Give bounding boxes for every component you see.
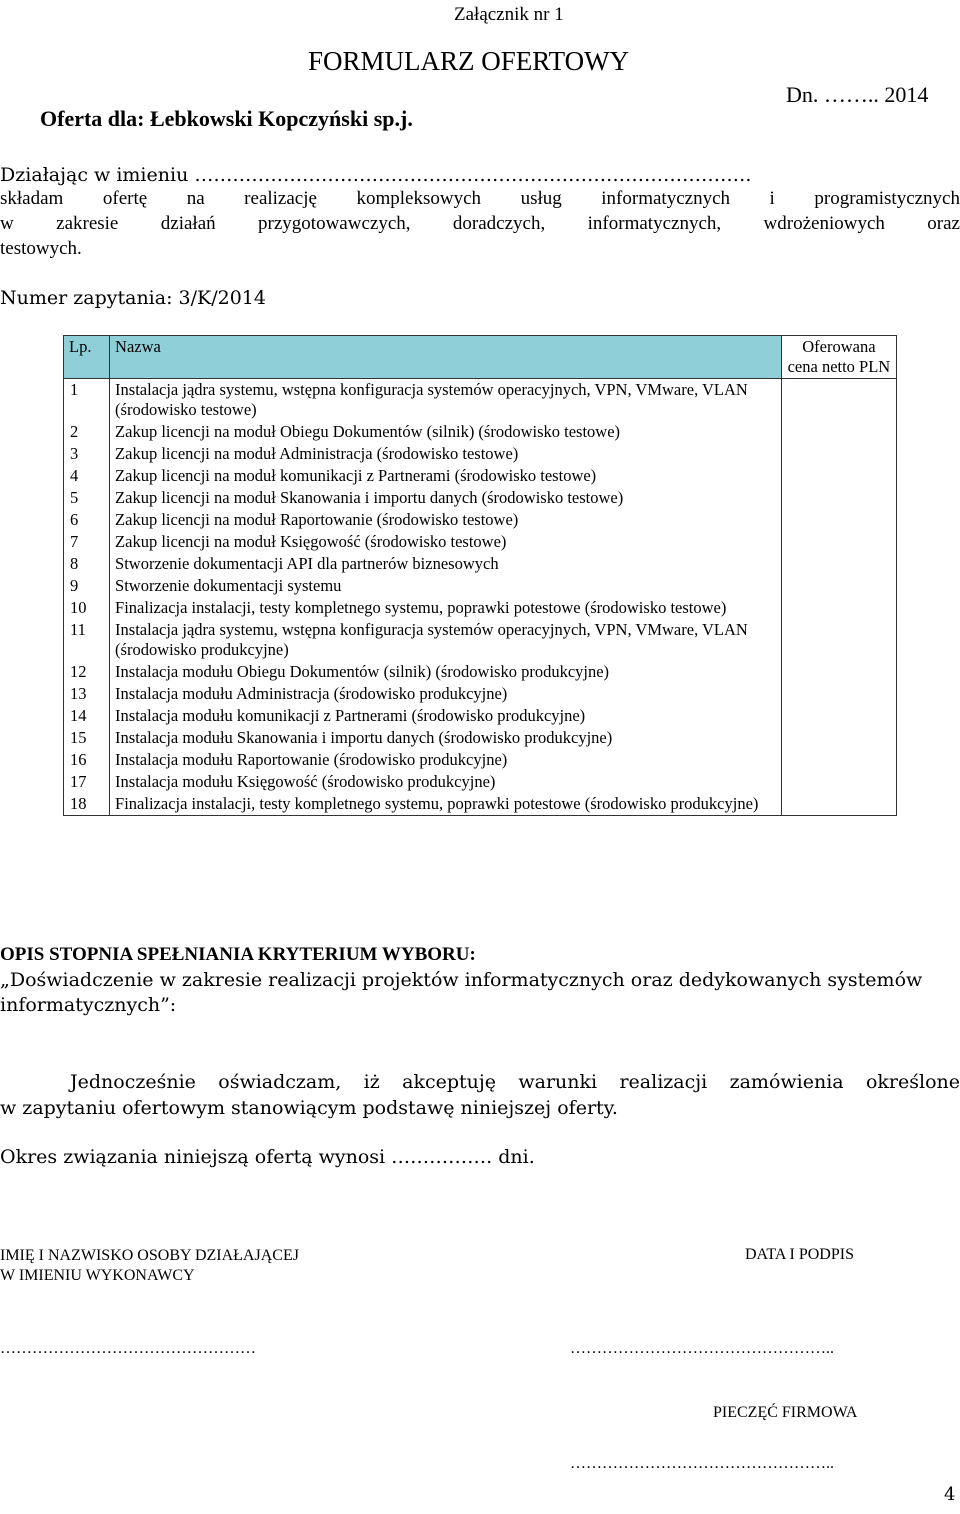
criteria-title: OPIS STOPNIA SPEŁNIANIA KRYTERIUM WYBORU:	[0, 944, 476, 965]
signature-dotted-line: …………………………………………..	[570, 1340, 834, 1357]
offer-table	[63, 335, 897, 816]
row-name: Zakup licencji na moduł komunikacji z Partnerami (środowisko testowe)	[110, 465, 782, 487]
date-line: Dn. …….. 2014	[786, 82, 929, 107]
row-name: Instalacja jądra systemu, wstępna konfiguracja systemów operacyjnych, VPN, VMware, VLAN (środowisko produkcyjne)	[110, 619, 782, 661]
header-lp: Lp.	[64, 336, 110, 379]
row-name: Zakup licencji na moduł Obiegu Dokumentów (silnik) (środowisko testowe)	[110, 421, 782, 443]
header-price: Oferowana cena netto PLN	[781, 336, 896, 379]
table-row	[64, 509, 897, 531]
acceptance-line-1: Jednocześnie oświadczam, iż akceptuję warunki realizacji zamówienia określone	[70, 1071, 960, 1093]
signatory-name-line-1: IMIĘ I NAZWISKO OSOBY DZIAŁAJĄCEJ	[0, 1247, 299, 1264]
table-row	[64, 487, 897, 509]
row-number: 4	[64, 465, 110, 487]
row-number: 14	[64, 705, 110, 727]
row-name: Instalacja modułu Księgowość (środowisko produkcyjne)	[110, 771, 782, 793]
row-name: Zakup licencji na moduł Księgowość (środowisko testowe)	[110, 531, 782, 553]
row-name: Stworzenie dokumentacji systemu	[110, 575, 782, 597]
row-number: 11	[64, 619, 110, 661]
row-name: Instalacja modułu komunikacji z Partnerami (środowisko produkcyjne)	[110, 705, 782, 727]
table-body	[64, 379, 897, 816]
annex-label: Załącznik nr 1	[454, 4, 564, 25]
row-name: Zakup licencji na moduł Skanowania i importu danych (środowisko testowe)	[110, 487, 782, 509]
header-name: Nazwa	[110, 336, 782, 379]
table-row	[64, 379, 897, 422]
request-number: Numer zapytania: 3/K/2014	[0, 287, 266, 309]
table-row	[64, 793, 897, 816]
row-number: 7	[64, 531, 110, 553]
offer-recipient: Oferta dla: Łebkowski Kopczyński sp.j.	[40, 106, 413, 131]
page-number: 4	[944, 1484, 956, 1505]
row-name: Zakup licencji na moduł Raportowanie (środowisko testowe)	[110, 509, 782, 531]
row-number: 18	[64, 793, 110, 816]
table-row	[64, 421, 897, 443]
row-name: Instalacja modułu Raportowanie (środowisko produkcyjne)	[110, 749, 782, 771]
table-row	[64, 443, 897, 465]
table-row	[64, 553, 897, 575]
table-row	[64, 771, 897, 793]
intro-line-3: testowych.	[0, 238, 82, 259]
table-row	[64, 531, 897, 553]
table-row	[64, 465, 897, 487]
row-name: Stworzenie dokumentacji API dla partnerów biznesowych	[110, 553, 782, 575]
intro-line-1: składam ofertę na realizację kompleksowych usług informatycznych i programistycznych	[0, 188, 960, 209]
name-dotted-line: …………………………………………	[0, 1340, 256, 1357]
row-name: Finalizacja instalacji, testy kompletnego systemu, poprawki potestowe (środowisko produkcyjne)	[110, 793, 782, 816]
row-name: Zakup licencji na moduł Administracja (środowisko testowe)	[110, 443, 782, 465]
criteria-text: „Doświadczenie w zakresie realizacji projektów informatycznych oraz dedykowanych systemów informatycznych”:	[0, 969, 923, 1016]
signatory-name-label	[0, 1246, 299, 1286]
validity-period: Okres związania niniejszą ofertą wynosi ……………. dni.	[0, 1146, 535, 1168]
date-signature-label: DATA I PODPIS	[745, 1246, 854, 1263]
acceptance-line-2: w zapytaniu ofertowym stanowiącym podstawę niniejszej oferty.	[0, 1097, 618, 1119]
table-row	[64, 749, 897, 771]
company-stamp-label: PIECZĘĆ FIRMOWA	[713, 1404, 858, 1421]
row-name: Instalacja modułu Skanowania i importu danych (środowisko produkcyjne)	[110, 727, 782, 749]
table-row	[64, 575, 897, 597]
table-row	[64, 683, 897, 705]
row-number: 2	[64, 421, 110, 443]
acting-on-behalf: Działając w imieniu …………………………………………………………………………….	[0, 164, 752, 186]
row-number: 1	[64, 379, 110, 422]
row-number: 5	[64, 487, 110, 509]
price-column-empty	[781, 379, 896, 816]
form-title: FORMULARZ OFERTOWY	[308, 46, 630, 76]
table-row	[64, 619, 897, 661]
row-number: 15	[64, 727, 110, 749]
stamp-dotted-line: …………………………………………..	[570, 1455, 834, 1472]
signatory-name-line-2: W IMIENIU WYKONAWCY	[0, 1267, 195, 1284]
row-number: 12	[64, 661, 110, 683]
row-number: 10	[64, 597, 110, 619]
table-row	[64, 661, 897, 683]
row-name: Finalizacja instalacji, testy kompletnego systemu, poprawki potestowe (środowisko testowe)	[110, 597, 782, 619]
row-number: 8	[64, 553, 110, 575]
row-number: 13	[64, 683, 110, 705]
table-row	[64, 597, 897, 619]
row-number: 9	[64, 575, 110, 597]
row-name: Instalacja modułu Obiegu Dokumentów (silnik) (środowisko produkcyjne)	[110, 661, 782, 683]
intro-line-2: w zakresie działań przygotowawczych, doradczych, informatycznych, wdrożeniowych oraz	[0, 213, 960, 234]
row-number: 17	[64, 771, 110, 793]
table-row	[64, 705, 897, 727]
row-number: 16	[64, 749, 110, 771]
row-name: Instalacja modułu Administracja (środowisko produkcyjne)	[110, 683, 782, 705]
acceptance-statement	[0, 1069, 960, 1121]
row-number: 3	[64, 443, 110, 465]
intro-paragraph	[0, 186, 960, 261]
row-number: 6	[64, 509, 110, 531]
row-name: Instalacja jądra systemu, wstępna konfiguracja systemów operacyjnych, VPN, VMware, VLAN (środowisko testowe)	[110, 379, 782, 422]
table-row	[64, 727, 897, 749]
